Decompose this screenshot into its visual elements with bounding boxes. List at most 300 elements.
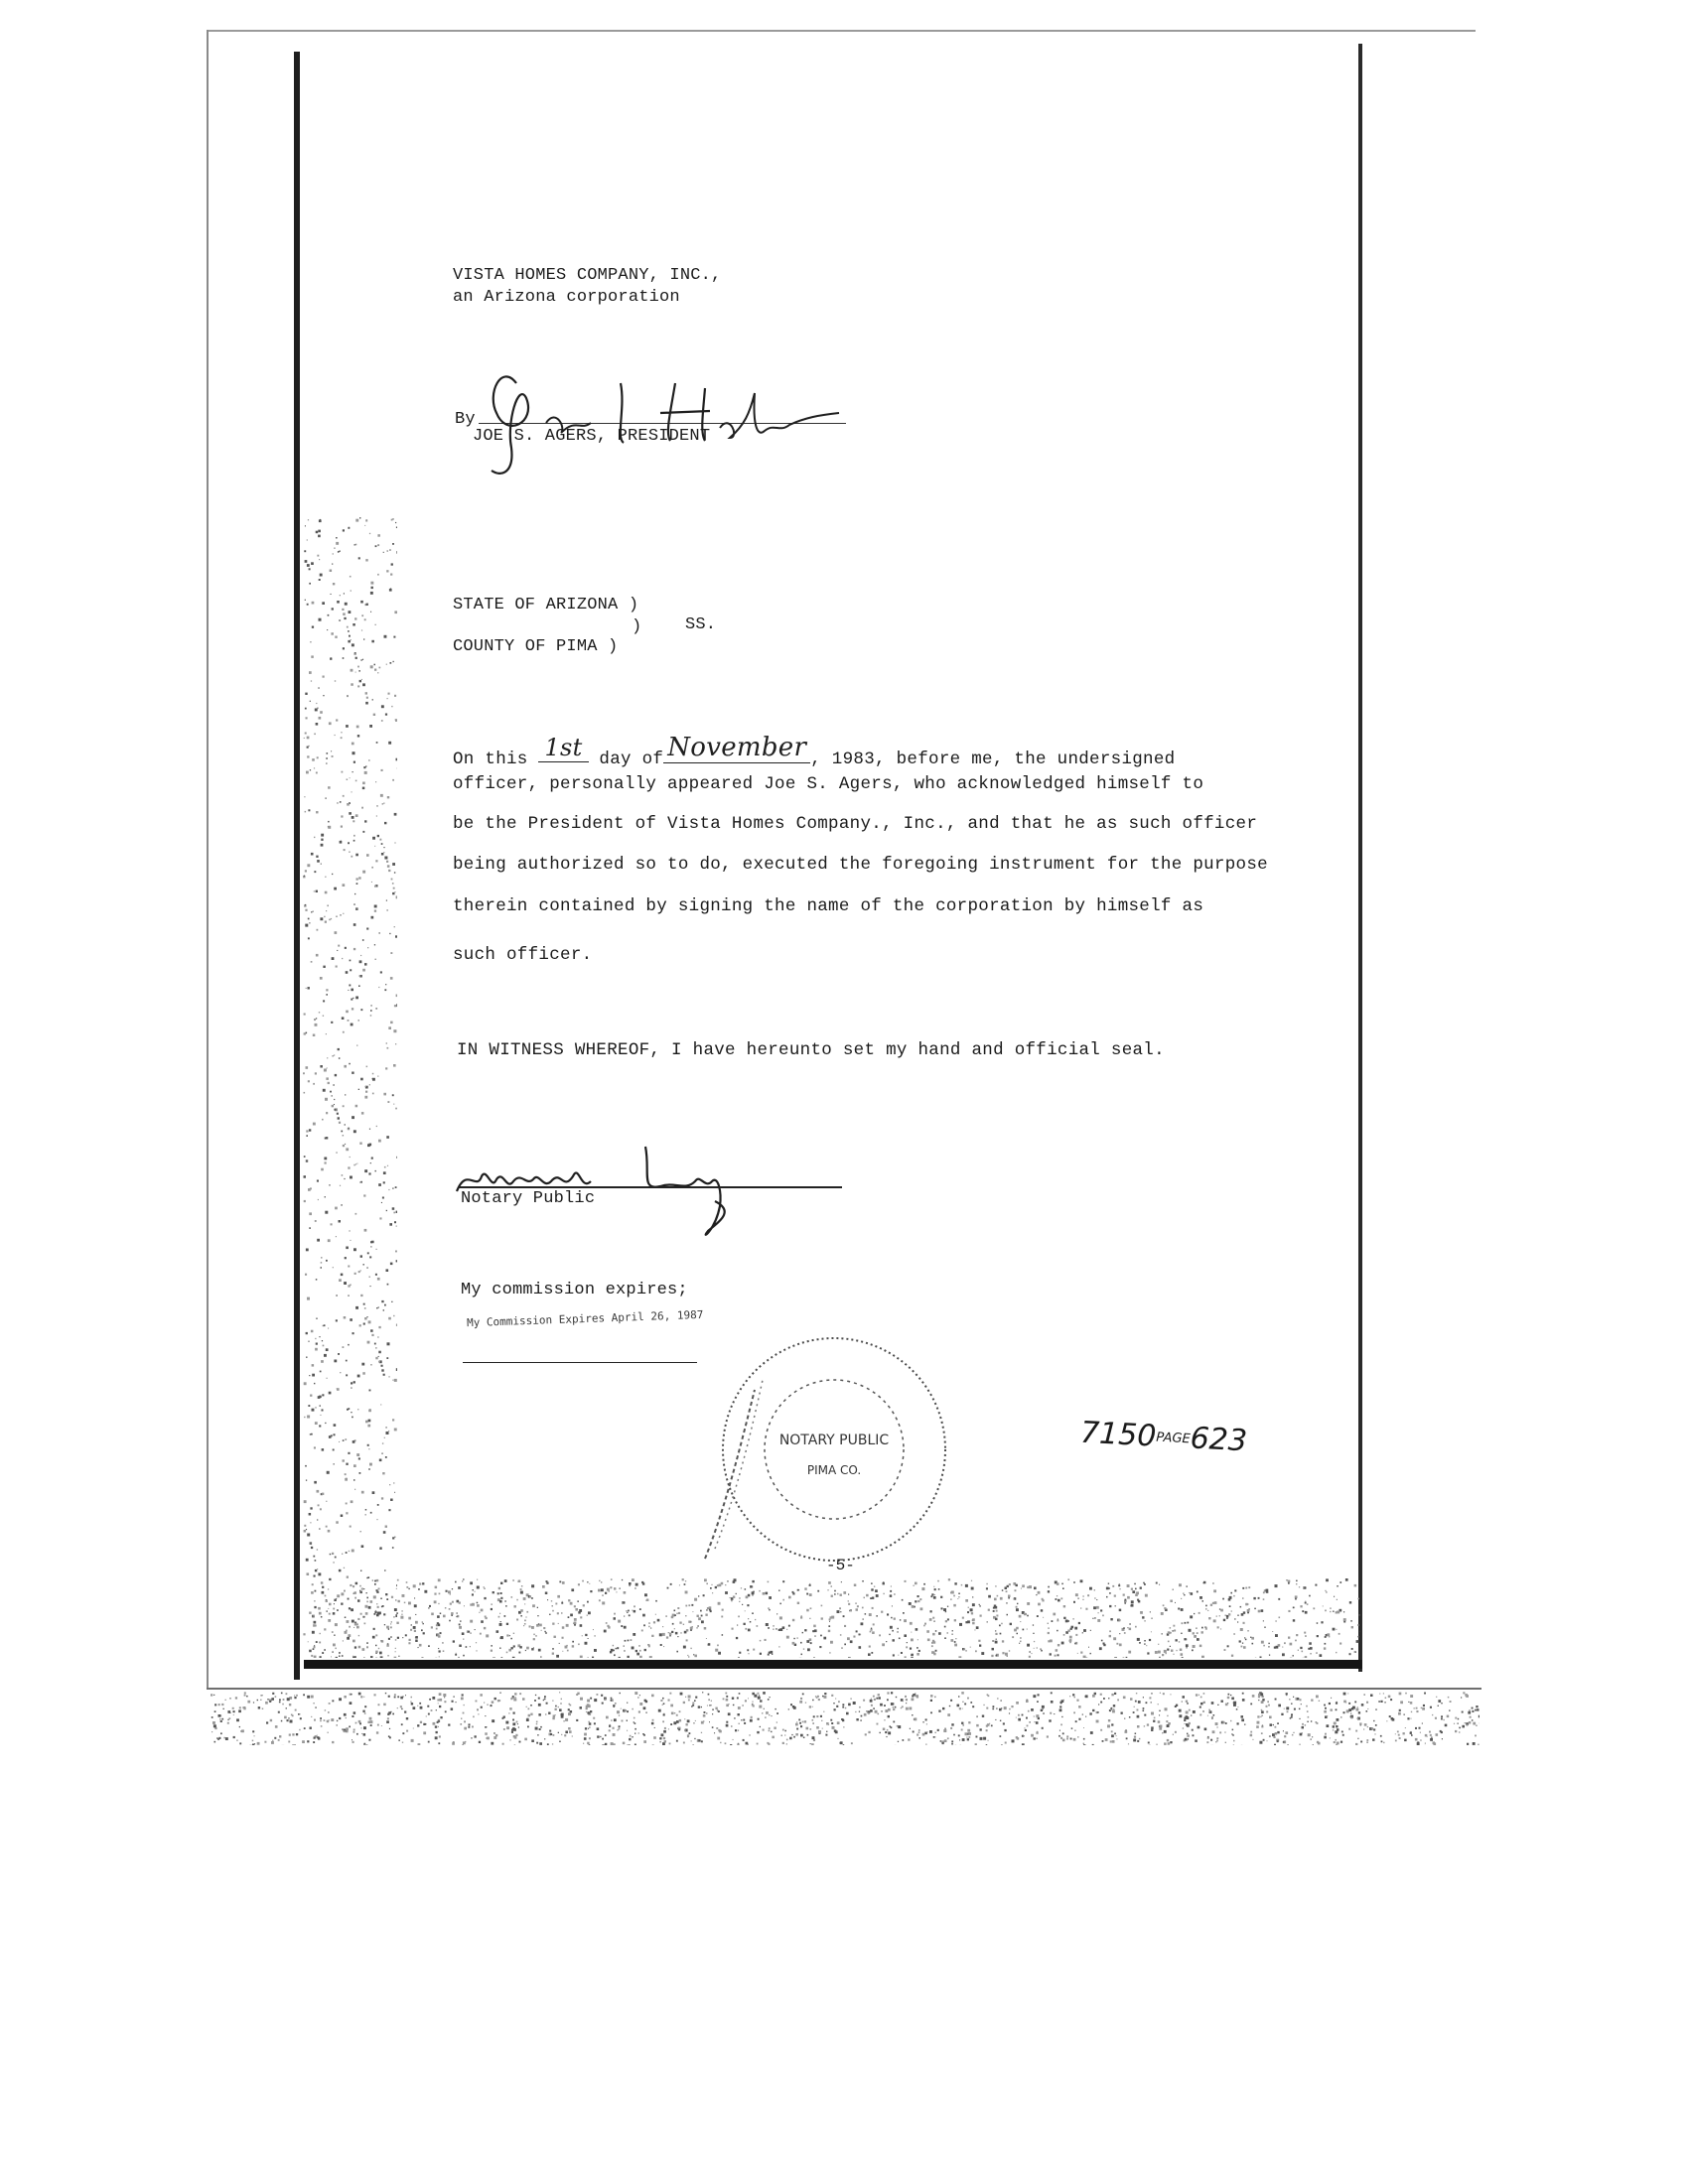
speckle-dot <box>356 1453 359 1456</box>
speckle-dot <box>1268 1646 1269 1647</box>
speckle-dot <box>258 1706 260 1708</box>
speckle-dot <box>344 1696 347 1699</box>
speckle-dot <box>1194 1635 1197 1638</box>
speckle-dot <box>837 1610 840 1613</box>
speckle-dot <box>1309 1642 1312 1645</box>
speckle-dot <box>1357 1738 1358 1739</box>
speckle-dot <box>628 1656 630 1658</box>
speckle-dot <box>1245 1587 1247 1589</box>
speckle-dot <box>662 1698 664 1700</box>
speckle-dot <box>1151 1702 1152 1703</box>
speckle-dot <box>1167 1649 1169 1651</box>
speckle-dot <box>1111 1694 1113 1696</box>
speckle-dot <box>589 1583 590 1584</box>
speckle-dot <box>1027 1725 1029 1727</box>
speckle-dot <box>1390 1699 1392 1701</box>
speckle-dot <box>893 1708 895 1710</box>
speckle-dot <box>460 1620 461 1621</box>
speckle-dot <box>1399 1693 1402 1696</box>
speckle-dot <box>1259 1741 1262 1744</box>
speckle-dot <box>1291 1713 1293 1715</box>
speckle-dot <box>417 1724 419 1726</box>
speckle-dot <box>336 719 338 721</box>
speckle-dot <box>825 1734 827 1736</box>
speckle-dot <box>286 1707 287 1708</box>
speckle-dot <box>1162 1654 1164 1656</box>
speckle-dot <box>214 1710 216 1712</box>
speckle-dot <box>947 1737 949 1739</box>
speckle-dot <box>1009 1583 1011 1585</box>
speckle-dot <box>1074 1730 1075 1731</box>
speckle-dot <box>1144 1643 1145 1644</box>
speckle-dot <box>350 1526 352 1528</box>
speckle-dot <box>1051 1701 1054 1704</box>
speckle-dot <box>477 1579 478 1580</box>
speckle-dot <box>1282 1653 1285 1656</box>
speckle-dot <box>580 1656 583 1658</box>
speckle-dot <box>557 1612 559 1614</box>
speckle-dot <box>953 1604 956 1607</box>
speckle-dot <box>394 695 396 697</box>
speckle-dot <box>1053 1613 1056 1616</box>
speckle-dot <box>625 1709 627 1711</box>
speckle-dot <box>377 1336 378 1337</box>
speckle-dot <box>358 557 360 559</box>
speckle-dot <box>369 1717 372 1720</box>
speckle-dot <box>748 1629 751 1632</box>
speckle-dot <box>738 1713 740 1715</box>
speckle-dot <box>930 1695 933 1698</box>
speckle-dot <box>386 1720 389 1723</box>
speckle-dot <box>559 1581 561 1583</box>
speckle-dot <box>544 1738 545 1739</box>
speckle-dot <box>409 1639 411 1641</box>
speckle-dot <box>1272 1631 1273 1632</box>
speckle-dot <box>869 1646 871 1648</box>
speckle-dot <box>350 960 352 962</box>
speckle-dot <box>919 1598 921 1600</box>
speckle-dot <box>342 958 343 959</box>
speckle-dot <box>1102 1615 1104 1617</box>
speckle-dot <box>370 1512 372 1514</box>
speckle-dot <box>1199 1706 1201 1708</box>
speckle-dot <box>341 815 343 817</box>
speckle-dot <box>1349 1653 1351 1655</box>
speckle-dot <box>1472 1710 1474 1712</box>
speckle-dot <box>621 1625 623 1627</box>
speckle-dot <box>1019 1643 1020 1644</box>
speckle-dot <box>706 1609 708 1611</box>
speckle-dot <box>871 1628 872 1629</box>
speckle-dot <box>336 1319 338 1321</box>
speckle-dot <box>352 820 354 822</box>
speckle-dot <box>311 680 312 681</box>
speckle-dot <box>629 1614 631 1616</box>
speckle-dot <box>1033 1624 1034 1625</box>
speckle-dot <box>962 1724 964 1726</box>
speckle-dot <box>1022 1584 1025 1587</box>
speckle-dot <box>335 636 337 638</box>
speckle-dot <box>1410 1702 1413 1705</box>
speckle-dot <box>388 1638 390 1640</box>
speckle-dot <box>477 1604 480 1607</box>
speckle-dot <box>393 1029 396 1032</box>
speckle-dot <box>1391 1717 1394 1720</box>
speckle-dot <box>590 1590 592 1592</box>
speckle-dot <box>875 1589 878 1592</box>
speckle-dot <box>833 1703 834 1704</box>
speckle-dot <box>469 1723 471 1725</box>
speckle-dot <box>1208 1709 1210 1711</box>
speckle-dot <box>553 1715 556 1718</box>
speckle-dot <box>496 1630 499 1633</box>
speckle-dot <box>343 613 346 615</box>
speckle-dot <box>1172 1630 1173 1631</box>
speckle-dot <box>383 552 384 553</box>
speckle-dot <box>1116 1643 1118 1645</box>
speckle-dot <box>739 1693 741 1695</box>
speckle-dot <box>1305 1635 1306 1636</box>
speckle-dot <box>446 1590 448 1592</box>
speckle-dot <box>433 1722 436 1725</box>
commission-label: My commission expires; <box>461 1281 688 1299</box>
speckle-dot <box>451 1615 453 1617</box>
speckle-dot <box>269 1701 271 1703</box>
speckle-dot <box>898 1741 899 1742</box>
speckle-dot <box>536 1721 538 1723</box>
speckle-dot <box>1301 1704 1302 1705</box>
speckle-dot <box>1282 1647 1283 1648</box>
speckle-dot <box>1472 1719 1474 1721</box>
speckle-dot <box>311 1433 313 1435</box>
speckle-dot <box>405 1695 406 1696</box>
speckle-dot <box>396 551 397 554</box>
speckle-dot <box>1421 1707 1422 1708</box>
speckle-dot <box>523 1625 524 1626</box>
speckle-dot <box>679 1719 682 1722</box>
speckle-dot <box>436 1628 438 1630</box>
speckle-dot <box>1230 1592 1232 1594</box>
speckle-dot <box>963 1648 965 1650</box>
speckle-dot <box>445 1710 447 1712</box>
speckle-dot <box>239 1742 241 1744</box>
speckle-dot <box>325 1138 327 1140</box>
speckle-dot <box>410 1702 411 1703</box>
speckle-dot <box>463 1655 465 1657</box>
speckle-dot <box>500 1621 501 1622</box>
speckle-dot <box>378 1326 380 1328</box>
speckle-dot <box>962 1738 965 1741</box>
speckle-dot <box>610 1724 611 1725</box>
speckle-dot <box>468 1631 470 1633</box>
speckle-dot <box>420 1706 423 1709</box>
speckle-dot <box>311 1696 314 1699</box>
speckle-dot <box>385 714 387 716</box>
speckle-dot <box>459 1601 461 1603</box>
speckle-dot <box>730 1597 731 1598</box>
speckle-dot <box>349 1607 351 1609</box>
speckle-dot <box>449 1608 451 1610</box>
speckle-dot <box>371 587 373 589</box>
speckle-dot <box>413 1706 416 1709</box>
speckle-dot <box>464 1727 467 1730</box>
speckle-dot <box>743 1719 745 1721</box>
speckle-dot <box>1020 1621 1021 1622</box>
speckle-dot <box>1041 1650 1043 1652</box>
speckle-dot <box>772 1736 775 1739</box>
speckle-dot <box>335 735 336 736</box>
speckle-dot <box>1159 1584 1160 1585</box>
speckle-dot <box>323 966 325 968</box>
speckle-dot <box>326 989 328 991</box>
speckle-dot <box>904 1634 907 1637</box>
speckle-dot <box>789 1737 792 1740</box>
speckle-dot <box>376 1603 377 1604</box>
speckle-dot <box>669 1635 671 1637</box>
speckle-dot <box>419 1583 421 1585</box>
speckle-dot <box>568 1712 571 1715</box>
speckle-dot <box>311 1547 313 1549</box>
speckle-dot <box>487 1737 490 1740</box>
speckle-dot <box>1261 1732 1263 1734</box>
speckle-dot <box>561 1734 562 1735</box>
speckle-dot <box>423 1632 425 1634</box>
speckle-dot <box>837 1593 839 1595</box>
speckle-dot <box>470 1603 472 1605</box>
president-signature <box>467 353 864 482</box>
speckle-dot <box>372 837 375 840</box>
speckle-dot <box>970 1702 972 1704</box>
speckle-dot <box>388 1509 390 1511</box>
speckle-dot <box>1069 1642 1071 1644</box>
speckle-dot <box>1317 1622 1319 1624</box>
speckle-dot <box>555 1706 557 1707</box>
speckle-dot <box>1330 1611 1331 1612</box>
speckle-dot <box>360 1270 361 1271</box>
speckle-dot <box>1363 1694 1365 1696</box>
speckle-dot <box>322 1448 325 1451</box>
speckle-dot <box>348 1344 350 1346</box>
speckle-dot <box>709 1705 711 1706</box>
speckle-dot <box>706 1712 708 1714</box>
speckle-dot <box>738 1616 740 1618</box>
speckle-dot <box>1129 1623 1131 1625</box>
speckle-dot <box>782 1729 784 1731</box>
speckle-dot <box>360 1613 362 1615</box>
speckle-dot <box>1375 1708 1376 1709</box>
speckle-dot <box>1472 1707 1474 1709</box>
speckle-dot <box>769 1714 770 1715</box>
speckle-dot <box>1034 1587 1037 1590</box>
speckle-dot <box>584 1733 587 1736</box>
speckle-dot <box>394 1492 395 1493</box>
speckle-dot <box>353 1729 355 1731</box>
speckle-dot <box>747 1649 749 1651</box>
speckle-dot <box>466 1646 468 1648</box>
speckle-dot <box>307 1297 310 1300</box>
speckle-dot <box>1180 1649 1183 1652</box>
speckle-dot <box>842 1706 844 1708</box>
speckle-dot <box>349 1551 350 1552</box>
speckle-dot <box>776 1721 777 1722</box>
speckle-dot <box>378 1712 381 1715</box>
speckle-dot <box>329 1719 330 1720</box>
speckle-dot <box>392 1537 394 1539</box>
speckle-dot <box>443 1650 445 1652</box>
speckle-dot <box>484 1586 485 1587</box>
speckle-dot <box>1432 1714 1433 1715</box>
speckle-dot <box>402 1637 403 1638</box>
speckle-dot <box>843 1726 844 1727</box>
speckle-dot <box>315 1590 317 1592</box>
speckle-dot <box>378 1351 381 1354</box>
speckle-dot <box>648 1622 650 1624</box>
speckle-dot <box>491 1608 493 1610</box>
speckle-dot <box>1343 1611 1344 1612</box>
speckle-dot <box>374 669 376 671</box>
speckle-dot <box>512 1722 515 1725</box>
speckle-dot <box>782 1742 784 1744</box>
speckle-dot <box>305 560 308 563</box>
speckle-dot <box>485 1732 488 1735</box>
speckle-dot <box>986 1729 988 1731</box>
speckle-dot <box>980 1728 982 1730</box>
speckle-dot <box>1173 1734 1174 1735</box>
speckle-dot <box>370 665 373 668</box>
notary-seal <box>645 1330 943 1588</box>
speckle-dot <box>485 1715 486 1716</box>
speckle-dot <box>834 1590 836 1592</box>
speckle-dot <box>611 1700 613 1702</box>
speckle-dot <box>1118 1584 1120 1586</box>
speckle-dot <box>304 1530 307 1533</box>
speckle-dot <box>1133 1711 1135 1713</box>
speckle-dot <box>381 853 384 856</box>
speckle-dot <box>1085 1608 1087 1610</box>
speckle-dot <box>355 1213 357 1215</box>
speckle-dot <box>588 1721 590 1723</box>
speckle-dot <box>339 1057 341 1059</box>
speckle-dot <box>383 1181 385 1183</box>
speckle-dot <box>1340 1643 1341 1645</box>
speckle-dot <box>976 1626 979 1629</box>
speckle-dot <box>448 1590 451 1593</box>
speckle-dot <box>993 1607 995 1609</box>
speckle-dot <box>988 1595 991 1598</box>
speckle-dot <box>684 1729 686 1731</box>
speckle-dot <box>1198 1726 1200 1729</box>
speckle-dot <box>299 1729 300 1730</box>
speckle-dot <box>1023 1735 1025 1737</box>
speckle-dot <box>538 1698 540 1700</box>
speckle-dot <box>1134 1583 1136 1585</box>
speckle-dot <box>701 1732 702 1733</box>
ack-line-2: officer, personally appeared Joe S. Agers, who acknowledged himself to <box>453 774 1204 794</box>
speckle-dot <box>364 1706 366 1707</box>
speckle-dot <box>840 1594 842 1596</box>
speckle-dot <box>306 717 308 719</box>
speckle-dot <box>552 1610 554 1612</box>
speckle-dot <box>377 534 380 537</box>
speckle-dot <box>1128 1651 1131 1654</box>
speckle-dot <box>535 1695 536 1696</box>
speckle-dot <box>1058 1644 1059 1646</box>
speckle-dot <box>314 734 316 736</box>
speckle-dot <box>422 1622 423 1623</box>
speckle-dot <box>995 1633 997 1635</box>
speckle-dot <box>311 961 313 963</box>
speckle-dot <box>1036 1714 1039 1717</box>
speckle-dot <box>590 1698 592 1700</box>
speckle-dot <box>1351 1707 1354 1710</box>
speckle-dot <box>427 1706 429 1707</box>
speckle-dot <box>986 1587 988 1589</box>
speckle-dot <box>377 1278 380 1281</box>
speckle-dot <box>392 1094 394 1096</box>
speckle-dot <box>664 1740 666 1742</box>
speckle-dot <box>912 1695 914 1697</box>
speckle-dot <box>326 1348 329 1351</box>
speckle-dot <box>284 1716 287 1719</box>
speckle-dot <box>885 1731 887 1733</box>
speckle-dot <box>461 1698 464 1701</box>
speckle-dot <box>638 1710 640 1712</box>
speckle-dot <box>404 1711 406 1713</box>
speckle-dot <box>359 1722 361 1724</box>
speckle-dot <box>282 1704 284 1706</box>
speckle-dot <box>935 1650 937 1652</box>
speckle-dot <box>996 1615 998 1617</box>
speckle-dot <box>705 1614 707 1616</box>
speckle-dot <box>717 1709 719 1711</box>
speckle-dot <box>516 1619 518 1621</box>
speckle-dot <box>330 658 332 660</box>
speckle-dot <box>712 1713 713 1714</box>
speckle-dot <box>1203 1693 1205 1695</box>
speckle-dot <box>580 1624 583 1627</box>
speckle-dot <box>402 1594 405 1597</box>
speckle-dot <box>355 854 358 857</box>
seal-inner-text: NOTARY PUBLIC <box>778 1433 890 1448</box>
speckle-dot <box>1430 1738 1433 1741</box>
speckle-dot <box>316 954 319 957</box>
speckle-dot <box>1411 1734 1413 1736</box>
speckle-dot <box>348 1452 350 1454</box>
speckle-dot <box>1262 1699 1264 1701</box>
speckle-dot <box>1316 1721 1318 1723</box>
speckle-dot <box>910 1622 913 1625</box>
speckle-dot <box>304 1525 306 1527</box>
speckle-dot <box>567 1650 569 1652</box>
speckle-dot <box>941 1607 943 1609</box>
speckle-dot <box>620 1588 621 1589</box>
speckle-dot <box>967 1729 970 1732</box>
speckle-dot <box>899 1638 901 1640</box>
speckle-dot <box>375 1008 377 1010</box>
speckle-dot <box>980 1615 982 1617</box>
speckle-dot <box>1300 1647 1302 1649</box>
speckle-dot <box>352 751 355 754</box>
speckle-dot <box>1313 1607 1315 1609</box>
speckle-dot <box>322 1652 324 1654</box>
speckle-dot <box>225 1737 228 1740</box>
speckle-dot <box>662 1626 663 1627</box>
speckle-dot <box>891 1703 894 1706</box>
speckle-dot <box>906 1703 907 1704</box>
speckle-dot <box>961 1722 963 1724</box>
speckle-dot <box>387 1047 389 1049</box>
speckle-dot <box>1404 1739 1407 1742</box>
